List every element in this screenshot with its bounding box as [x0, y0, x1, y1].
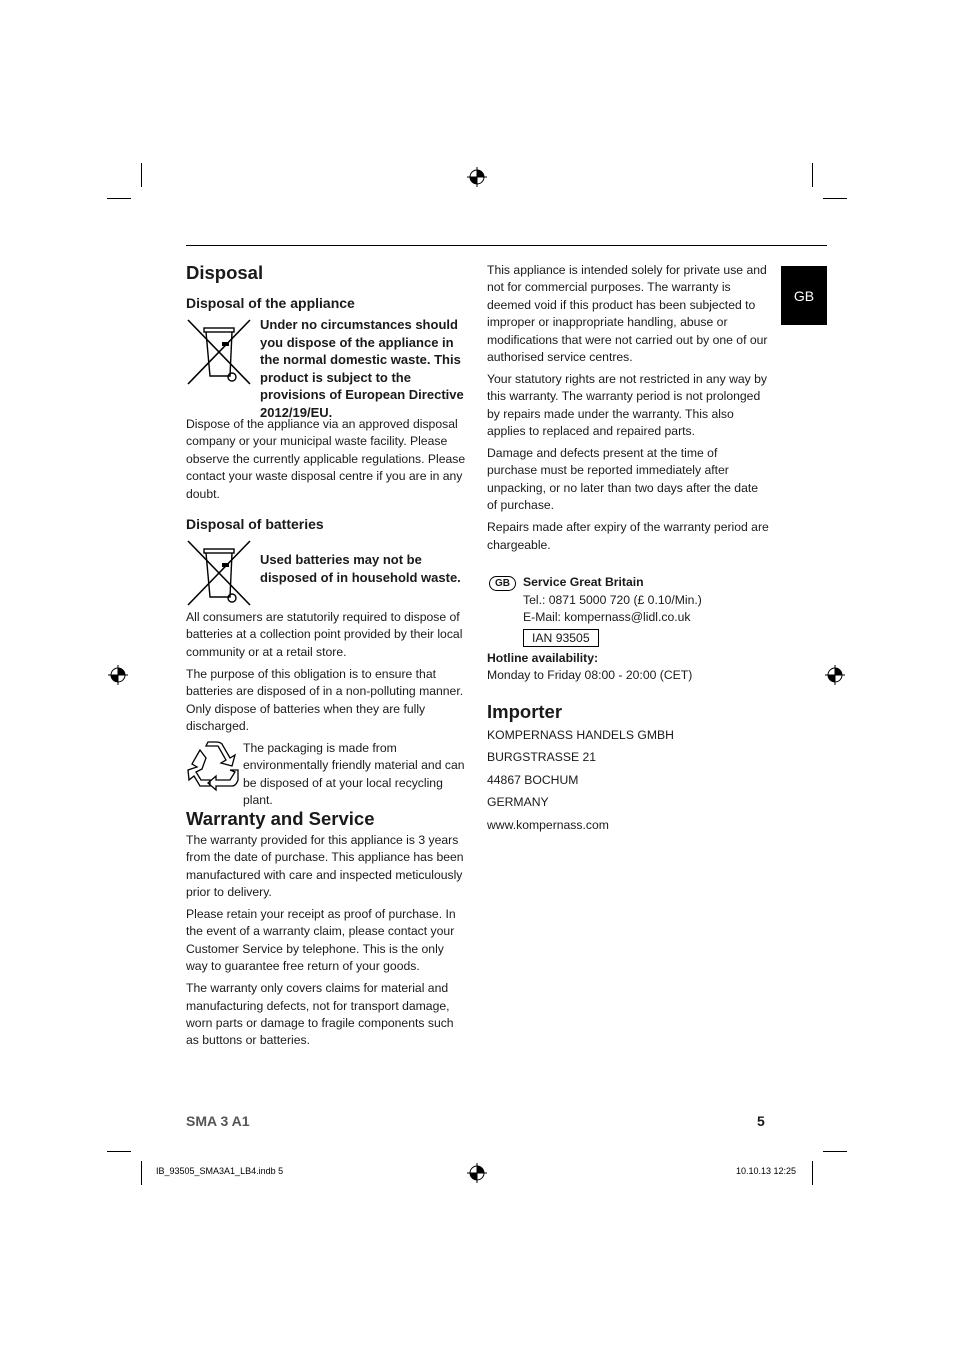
warranty-paragraph-4: This appliance is intended solely for private use and not for commercial purposes. The warranty is deemed void if this product has been subjected to improper or inappropriate handling, abuse or modifications that were not carried out by one of our authorised service centres. [487, 263, 768, 365]
batteries-paragraph-2: The purpose of this obligation is to ensure that batteries are disposed of in a non-polluting manner. Only dispose of batteries when they are fully discharged. [186, 666, 464, 733]
service-email: E-Mail: kompernass@lidl.co.uk [523, 610, 691, 624]
batteries-warning-text: Used batteries may not be disposed of in household waste. [260, 552, 461, 585]
warranty-paragraph-6: Damage and defects present at the time of purchase must be reported immediately after unpacking, or no later than two days after the date of purchase. [487, 446, 759, 513]
warranty-paragraph-5: Your statutory rights are not restricted in any way by this warranty. The warranty period is not prolonged by repairs made under the warranty. This also applies to replaced and repaired parts. [487, 371, 767, 439]
service-title: Service Great Britain [523, 575, 644, 589]
packaging-block [186, 740, 468, 808]
importer-website[interactable]: www.kompernass.com [487, 817, 609, 832]
crop-mark [141, 1161, 142, 1185]
crossed-out-wheelie-bin-icon [186, 318, 252, 386]
recycling-icon [186, 740, 240, 792]
registration-mark-icon [108, 665, 128, 685]
importer-street: BURGSTRASSE 21 [487, 750, 597, 765]
importer-country: GERMANY [487, 795, 549, 810]
batteries-paragraph-1: All consumers are statutorily required to dispose of batteries at a collection point provided by their local community or at a retail store. [186, 610, 463, 659]
country-badge: GB [489, 576, 516, 591]
disposal-appliance-heading: Disposal of the appliance [186, 295, 355, 311]
registration-mark-icon [467, 167, 487, 187]
crop-mark [812, 163, 813, 187]
hotline-label: Hotline availability: [487, 651, 599, 665]
crop-mark [107, 198, 131, 199]
header-rule [186, 245, 827, 246]
service-tel: Tel.: 0871 5000 720 (£ 0.10/Min.) [523, 593, 702, 607]
ian-number: IAN 93505 [523, 629, 599, 647]
language-tab: GB [781, 266, 827, 325]
warranty-paragraph-2: Please retain your receipt as proof of purchase. In the event of a warranty claim, please contact your Customer Service by telephone. This is the only way to guarantee free return of your goods. [186, 907, 456, 974]
appliance-warning-block [186, 316, 468, 420]
crop-mark [823, 1151, 847, 1152]
crop-mark [812, 1161, 813, 1185]
disposal-heading: Disposal [186, 262, 264, 283]
warranty-paragraph-7: Repairs made after expiry of the warranty period are chargeable. [487, 520, 769, 552]
hotline-hours: Monday to Friday 08:00 - 20:00 (CET) [487, 668, 693, 683]
disposal-batteries-heading: Disposal of batteries [186, 516, 324, 533]
warranty-heading: Warranty and Service [186, 807, 375, 829]
importer-heading: Importer [487, 700, 563, 722]
model-number: SMA 3 A1 [186, 1113, 250, 1129]
service-block [487, 574, 769, 650]
batteries-warning-block [186, 537, 468, 609]
importer-city: 44867 BOCHUM [487, 772, 579, 787]
registration-mark-icon [825, 665, 845, 685]
importer-company: KOMPERNASS HANDELS GMBH [487, 727, 674, 742]
crop-mark [141, 163, 142, 187]
crop-mark [823, 198, 847, 199]
importer-address [487, 724, 769, 837]
packaging-text: The packaging is made from environmentally friendly material and can be disposed of at your local recycling plant. [243, 740, 465, 808]
print-slug-file: IB_93505_SMA3A1_LB4.indb 5 [156, 1166, 284, 1176]
right-column [487, 262, 769, 836]
page-number: 5 [757, 1113, 765, 1129]
appliance-warning-text: Under no circumstances should you dispose of the appliance in the normal domestic waste. This product is subject to the provisions of European Directive 2012/19/EU. [260, 317, 464, 420]
registration-mark-icon [467, 1163, 487, 1183]
crop-mark [107, 1151, 131, 1152]
crossed-out-wheelie-bin-icon [186, 539, 252, 607]
print-slug-date: 10.10.13 12:25 [736, 1166, 797, 1176]
left-column [186, 262, 468, 1054]
warranty-paragraph-3: The warranty only covers claims for material and manufacturing defects, not for transport damage, worn parts or damage to fragile components such as buttons or batteries. [186, 981, 454, 1048]
warranty-paragraph-1: The warranty provided for this appliance is 3 years from the date of purchase. This appliance has been manufactured with care and inspected meticulously prior to delivery. [186, 832, 464, 900]
appliance-disposal-text: Dispose of the appliance via an approved disposal company or your municipal waste facility. Please observe the currently applicable regulations. Please contact your waste disposal centre if you are in any doubt. [186, 417, 466, 501]
